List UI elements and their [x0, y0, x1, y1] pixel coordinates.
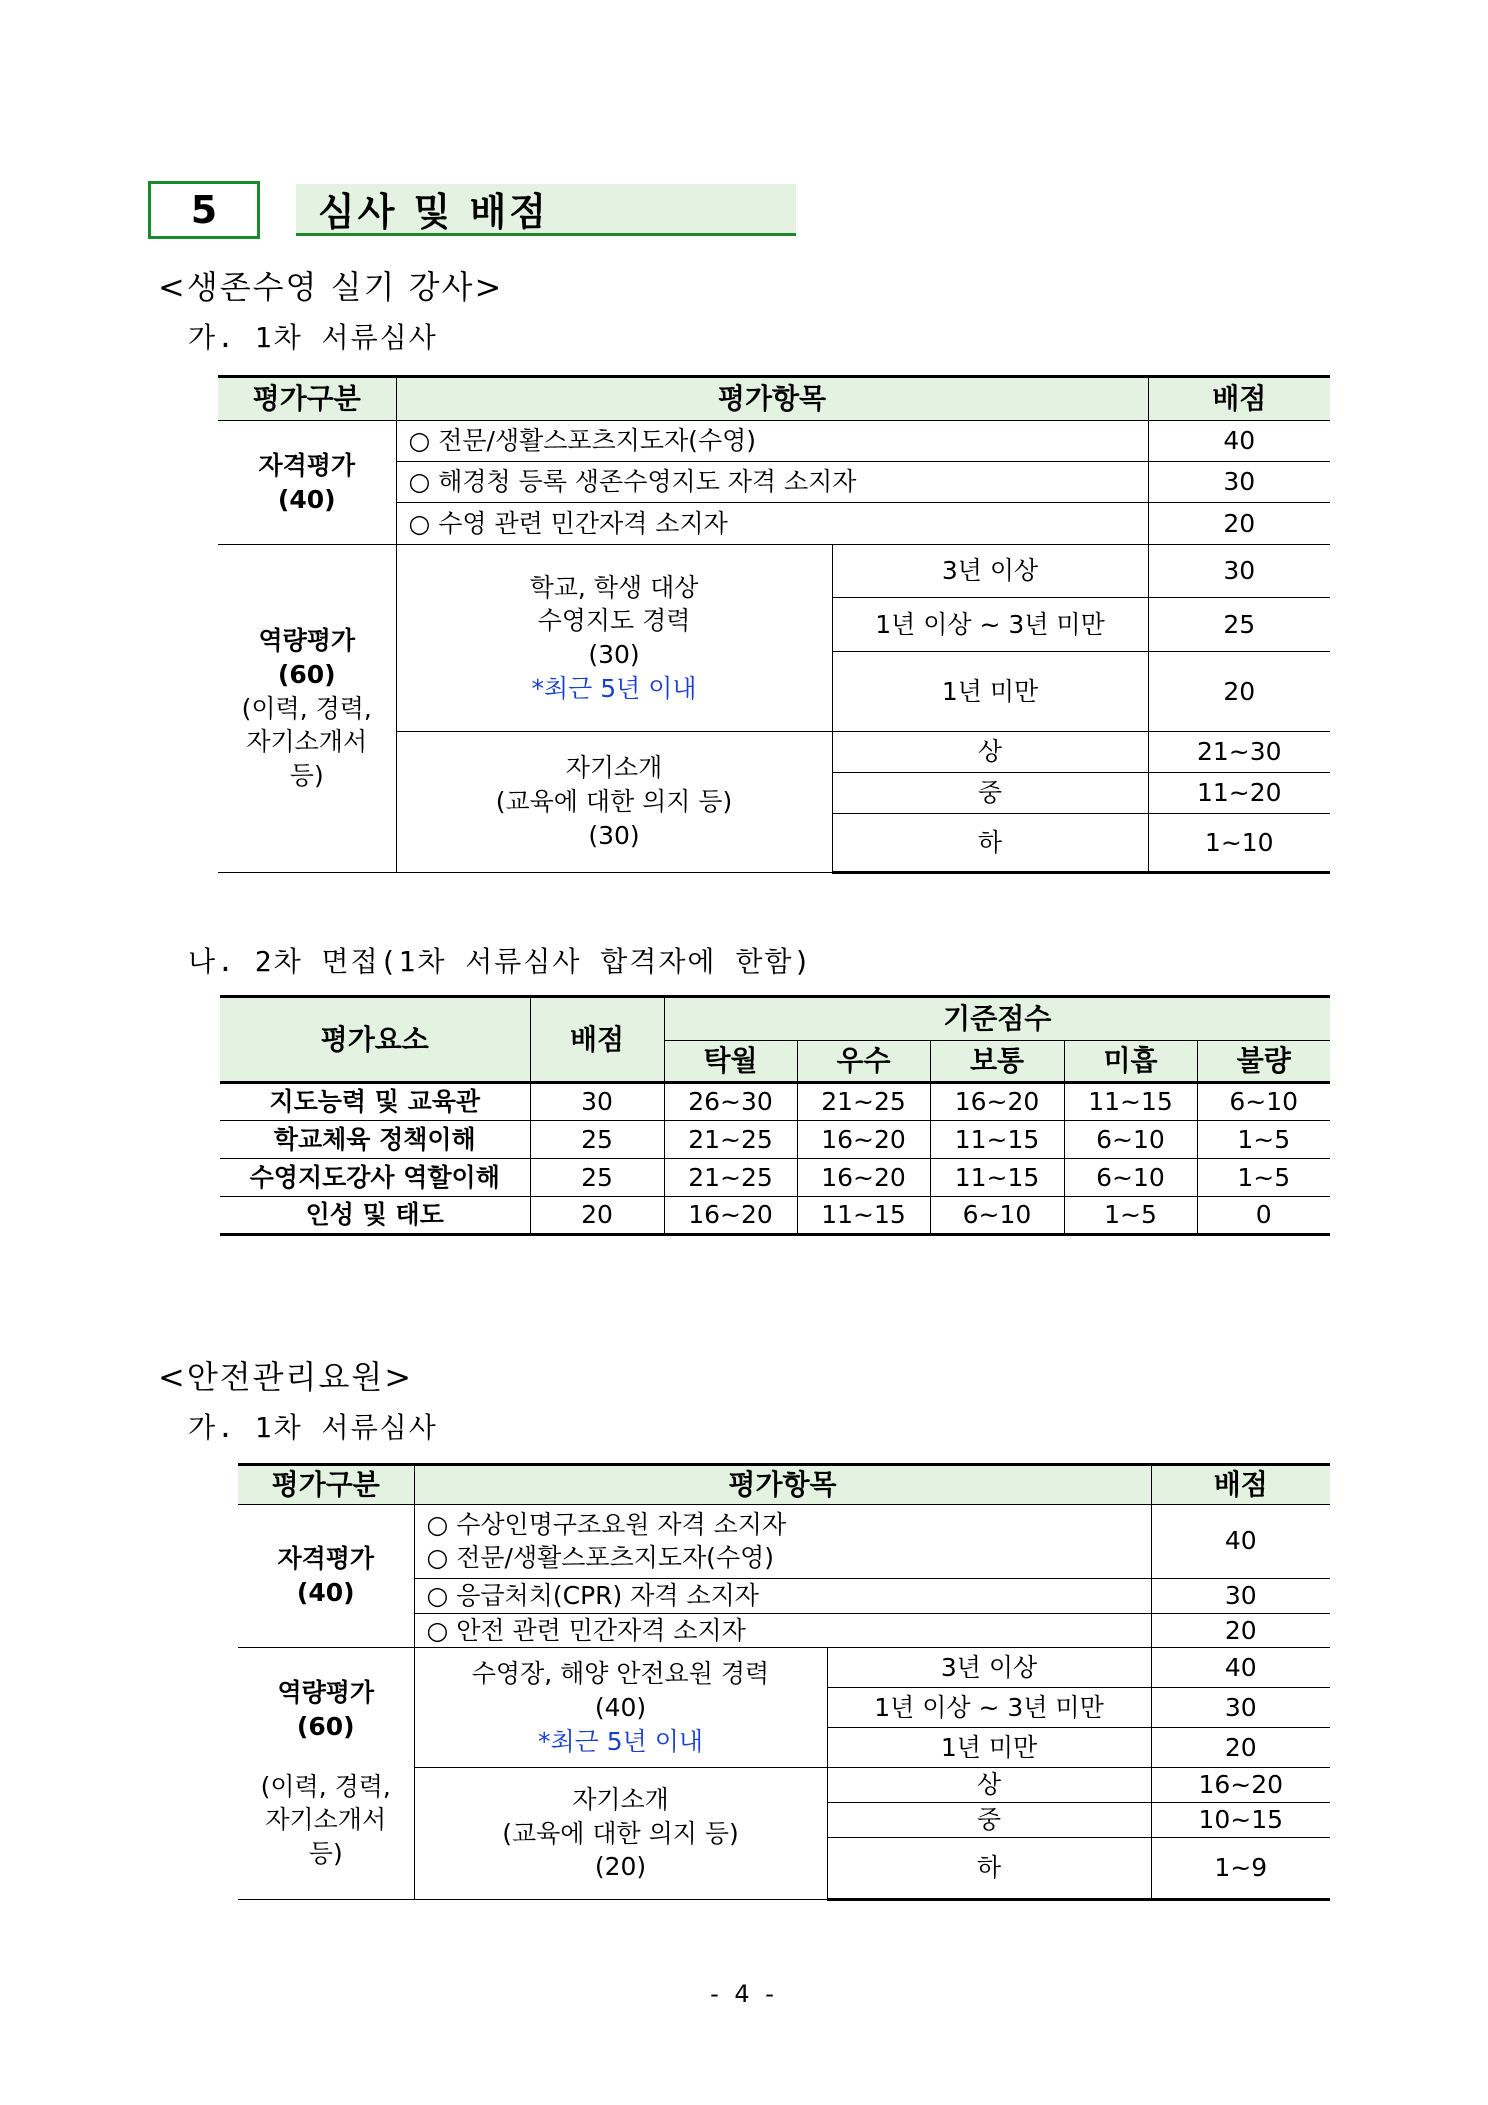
experience-points: (40) [594, 1692, 647, 1722]
experience-cell [414, 1648, 827, 1768]
comp-eval-note: 등) [289, 761, 324, 791]
qual-eval-points: (40) [277, 484, 336, 514]
self-intro-points: (20) [594, 1852, 647, 1882]
table-row [220, 1083, 1330, 1121]
grade-score: 6~10 [1197, 1083, 1330, 1121]
self-intro-cell [396, 732, 832, 873]
experience-score: 30 [1148, 545, 1330, 598]
section-number: 5 [148, 181, 260, 239]
experience-range: 1년 미만 [832, 652, 1148, 732]
header-items: 평가항목 [396, 377, 1148, 421]
header-grade: 미흡 [1064, 1041, 1197, 1083]
self-intro-score: 21~30 [1148, 732, 1330, 773]
grade-score: 16~20 [930, 1083, 1064, 1121]
self-intro-points: (30) [588, 820, 640, 850]
comp-eval-note: (이력, 경력, [260, 1771, 391, 1801]
experience-score: 20 [1148, 652, 1330, 732]
header-grade: 보통 [930, 1041, 1064, 1083]
self-intro-line: 자기소개 [572, 1784, 669, 1814]
self-intro-score: 16~20 [1151, 1768, 1330, 1803]
element-points: 25 [530, 1121, 664, 1159]
header-grade: 불량 [1197, 1041, 1330, 1083]
self-intro-grade: 상 [827, 1768, 1151, 1803]
grade-score: 1~5 [1197, 1121, 1330, 1159]
header-category: 평가구분 [218, 377, 396, 421]
table-row [220, 1159, 1330, 1197]
grade-score: 6~10 [1064, 1159, 1197, 1197]
header-criteria: 기준점수 [664, 997, 1330, 1041]
grade-score: 11~15 [930, 1159, 1064, 1197]
grade-score: 1~5 [1064, 1197, 1197, 1235]
self-intro-score: 1~10 [1148, 814, 1330, 873]
header-category: 평가구분 [238, 1465, 414, 1505]
comp-eval-points: (60) [296, 1711, 355, 1741]
self-intro-line: 자기소개 [565, 753, 663, 783]
element-points: 20 [530, 1197, 664, 1235]
header-score: 배점 [1148, 377, 1330, 421]
qual-item: ○ 해경청 등록 생존수영지도 자격 소지자 [396, 462, 1148, 503]
grade-score: 26~30 [664, 1083, 797, 1121]
grade-score: 1~5 [1197, 1159, 1330, 1197]
grade-score: 21~25 [664, 1159, 797, 1197]
experience-note: *최근 5년 이내 [537, 1726, 704, 1756]
grade-score: 16~20 [664, 1197, 797, 1235]
element-points: 25 [530, 1159, 664, 1197]
comp-eval-note: 등) [308, 1839, 343, 1869]
experience-note: *최근 5년 이내 [531, 673, 697, 703]
header-score: 배점 [1151, 1465, 1330, 1505]
self-intro-grade: 하 [827, 1837, 1151, 1899]
experience-line: 학교, 학생 대상 [529, 572, 699, 602]
group1-part-a-title: 가. 1차 서류심사 [188, 321, 438, 354]
header-grade: 탁월 [664, 1041, 797, 1083]
grade-score: 11~15 [797, 1197, 930, 1235]
qual-score: 30 [1148, 462, 1330, 503]
qual-item: ○ 전문/생활스포츠지도자(수영) [396, 421, 1148, 462]
self-intro-line: (교육에 대한 의지 등) [502, 1818, 739, 1848]
self-intro-grade: 중 [827, 1803, 1151, 1838]
header-element: 평가요소 [220, 997, 530, 1083]
experience-points: (30) [588, 640, 640, 669]
qual-item-line: ○ 수상인명구조요원 자격 소지자 [426, 1509, 787, 1539]
grade-score: 0 [1197, 1197, 1330, 1235]
grade-score: 6~10 [930, 1197, 1064, 1235]
group1-heading: <생존수영 실기 강사> [158, 268, 504, 306]
qual-eval-points: (40) [296, 1578, 355, 1608]
grade-score: 6~10 [1064, 1121, 1197, 1159]
comp-eval-points: (60) [277, 659, 336, 689]
qual-eval-label: 자격평가 [277, 1544, 375, 1574]
header-items: 평가항목 [414, 1465, 1151, 1505]
element-name: 학교체육 정책이해 [220, 1121, 530, 1159]
header-points: 배점 [530, 997, 664, 1083]
qual-score: 40 [1148, 421, 1330, 462]
experience-score: 25 [1148, 598, 1330, 652]
comp-eval-note: 자기소개서 [265, 1805, 387, 1835]
grade-score: 21~25 [664, 1121, 797, 1159]
comp-eval-cell [218, 545, 396, 873]
page-number: - 4 - [710, 1980, 778, 2008]
comp-eval-note: (이력, 경력, [241, 693, 372, 723]
experience-line: 수영지도 경력 [537, 606, 691, 636]
grade-score: 21~25 [797, 1083, 930, 1121]
experience-score: 20 [1151, 1728, 1330, 1768]
experience-range: 1년 이상 ~ 3년 미만 [827, 1688, 1151, 1728]
comp-eval-note: 자기소개서 [246, 727, 368, 757]
self-intro-line: (교육에 대한 의지 등) [495, 787, 733, 817]
grade-score: 11~15 [930, 1121, 1064, 1159]
group2-part-a-title: 가. 1차 서류심사 [188, 1411, 438, 1444]
comp-eval-cell [238, 1648, 414, 1900]
experience-range: 3년 이상 [827, 1648, 1151, 1688]
header-grade: 우수 [797, 1041, 930, 1083]
self-intro-grade: 상 [832, 732, 1148, 773]
qual-eval-cell [238, 1504, 414, 1648]
qual-item: ○ 안전 관련 민간자격 소지자 [414, 1613, 1151, 1648]
self-intro-grade: 하 [832, 814, 1148, 873]
element-name: 지도능력 및 교육관 [220, 1083, 530, 1121]
table-row [220, 1121, 1330, 1159]
group2-document-review-table [238, 1463, 1330, 1901]
group1-part-b-title: 나. 2차 면접(1차 서류심사 합격자에 한함) [188, 945, 813, 978]
group2-heading: <안전관리요원> [158, 1358, 414, 1396]
experience-line: 수영장, 해양 안전요원 경력 [471, 1659, 770, 1689]
qual-item-line: ○ 전문/생활스포츠지도자(수영) [426, 1543, 774, 1573]
element-name: 수영지도강사 역할이해 [220, 1159, 530, 1197]
qual-eval-label: 자격평가 [258, 450, 356, 480]
grade-score: 16~20 [797, 1121, 930, 1159]
experience-score: 30 [1151, 1688, 1330, 1728]
experience-score: 40 [1151, 1648, 1330, 1688]
group1-document-review-table [218, 375, 1330, 874]
experience-range: 1년 이상 ~ 3년 미만 [832, 598, 1148, 652]
comp-eval-label: 역량평가 [258, 626, 356, 656]
group1-interview-table [220, 995, 1330, 1236]
experience-range: 3년 이상 [832, 545, 1148, 598]
section-title: 심사 및 배점 [296, 184, 796, 236]
self-intro-score: 10~15 [1151, 1803, 1330, 1838]
self-intro-score: 1~9 [1151, 1837, 1330, 1899]
element-points: 30 [530, 1083, 664, 1121]
table-row [220, 1197, 1330, 1235]
experience-range: 1년 미만 [827, 1728, 1151, 1768]
self-intro-score: 11~20 [1148, 773, 1330, 814]
element-name: 인성 및 태도 [220, 1197, 530, 1235]
grade-score: 16~20 [797, 1159, 930, 1197]
qual-eval-cell [218, 421, 396, 545]
qual-item: ○ 응급처치(CPR) 자격 소지자 [414, 1578, 1151, 1613]
comp-eval-label: 역량평가 [277, 1678, 375, 1708]
qual-item [414, 1504, 1151, 1578]
self-intro-cell [414, 1768, 827, 1900]
qual-item: ○ 수영 관련 민간자격 소지자 [396, 503, 1148, 545]
grade-score: 11~15 [1064, 1083, 1197, 1121]
qual-score: 20 [1148, 503, 1330, 545]
qual-score: 20 [1151, 1613, 1330, 1648]
experience-cell [396, 545, 832, 732]
qual-score: 30 [1151, 1578, 1330, 1613]
qual-score: 40 [1151, 1504, 1330, 1578]
self-intro-grade: 중 [832, 773, 1148, 814]
